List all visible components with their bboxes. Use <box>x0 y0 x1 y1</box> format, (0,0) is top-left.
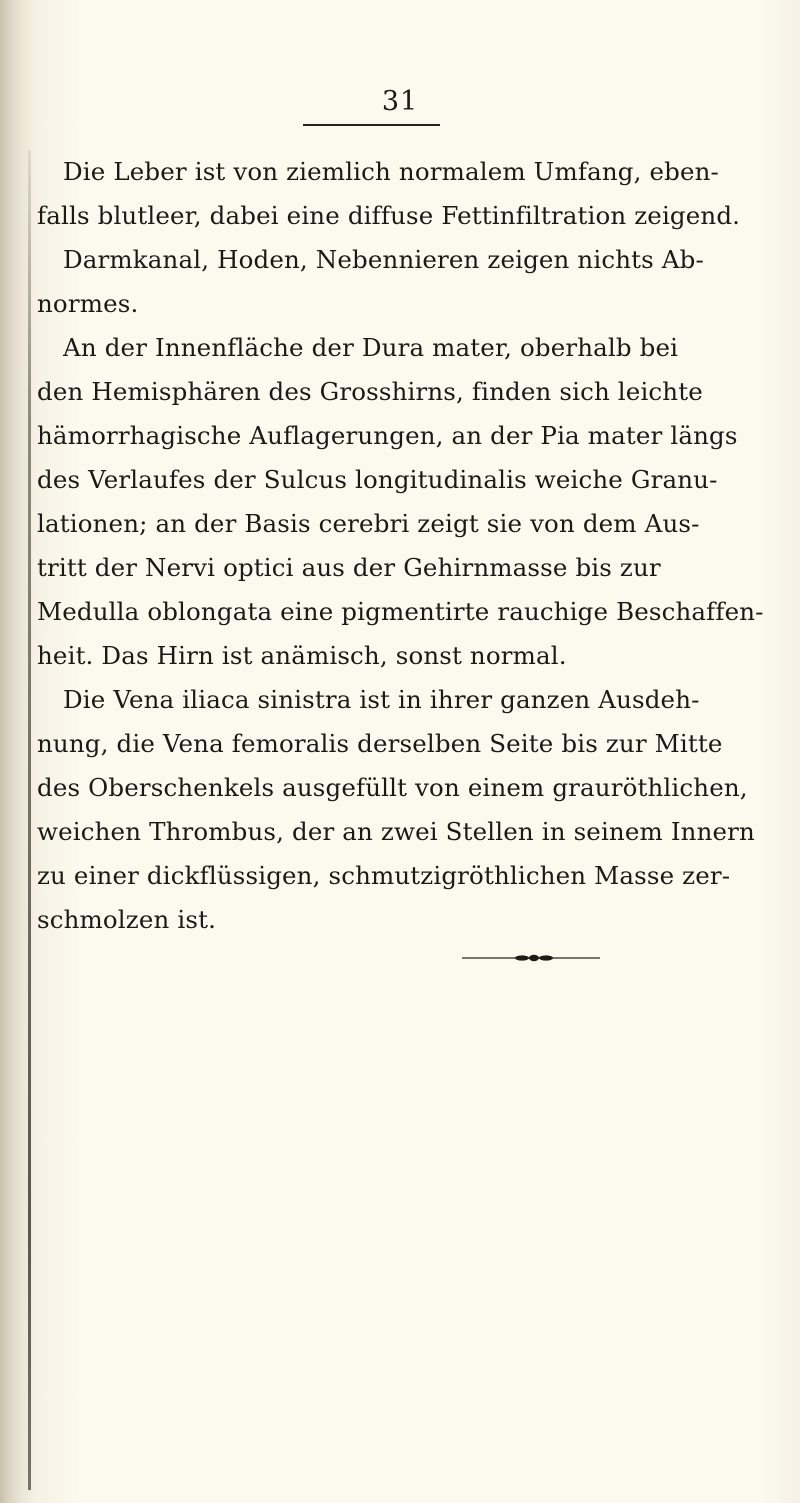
text-line: normes. <box>37 289 139 318</box>
text-line: heit. Das Hirn ist anämisch, sonst normal. <box>37 641 567 670</box>
text-line: des Oberschenkels ausgefüllt von einem grauröthlichen, <box>37 773 748 802</box>
text-line: schmolzen ist. <box>37 905 217 934</box>
text-line: Die Leber ist von ziemlich normalem Umfang, eben- <box>63 157 719 186</box>
text-line: Medulla oblongata eine pigmentirte rauchige Beschaffen- <box>37 597 764 626</box>
end-ornament-icon <box>456 954 606 962</box>
text-line: Die Vena iliaca sinistra ist in ihrer ganzen Ausdeh- <box>63 685 700 714</box>
text-line: Darmkanal, Hoden, Nebennieren zeigen nichts Ab- <box>63 245 704 274</box>
text-line: hämorrhagische Auflagerungen, an der Pia mater längs <box>37 421 738 450</box>
page-number: 31 <box>381 86 419 117</box>
text-line: lationen; an der Basis cerebri zeigt sie von dem Aus- <box>37 509 700 538</box>
text-line: den Hemisphären des Grosshirns, finden sich leichte <box>37 377 703 406</box>
header-rule <box>303 124 440 126</box>
binding-edge <box>28 150 31 1490</box>
text-line: tritt der Nervi optici aus der Gehirnmasse bis zur <box>37 553 661 582</box>
text-line: weichen Thrombus, der an zwei Stellen in seinem Innern <box>37 817 755 846</box>
text-line: falls blutleer, dabei eine diffuse Fettinfiltration zeigend. <box>37 201 741 230</box>
text-line: An der Innenfläche der Dura mater, oberhalb bei <box>63 333 679 362</box>
text-line: nung, die Vena femoralis derselben Seite bis zur Mitte <box>37 729 723 758</box>
text-line: des Verlaufes der Sulcus longitudinalis weiche Granu- <box>37 465 718 494</box>
text-line: zu einer dickflüssigen, schmutzigröthlichen Masse zer- <box>37 861 731 890</box>
